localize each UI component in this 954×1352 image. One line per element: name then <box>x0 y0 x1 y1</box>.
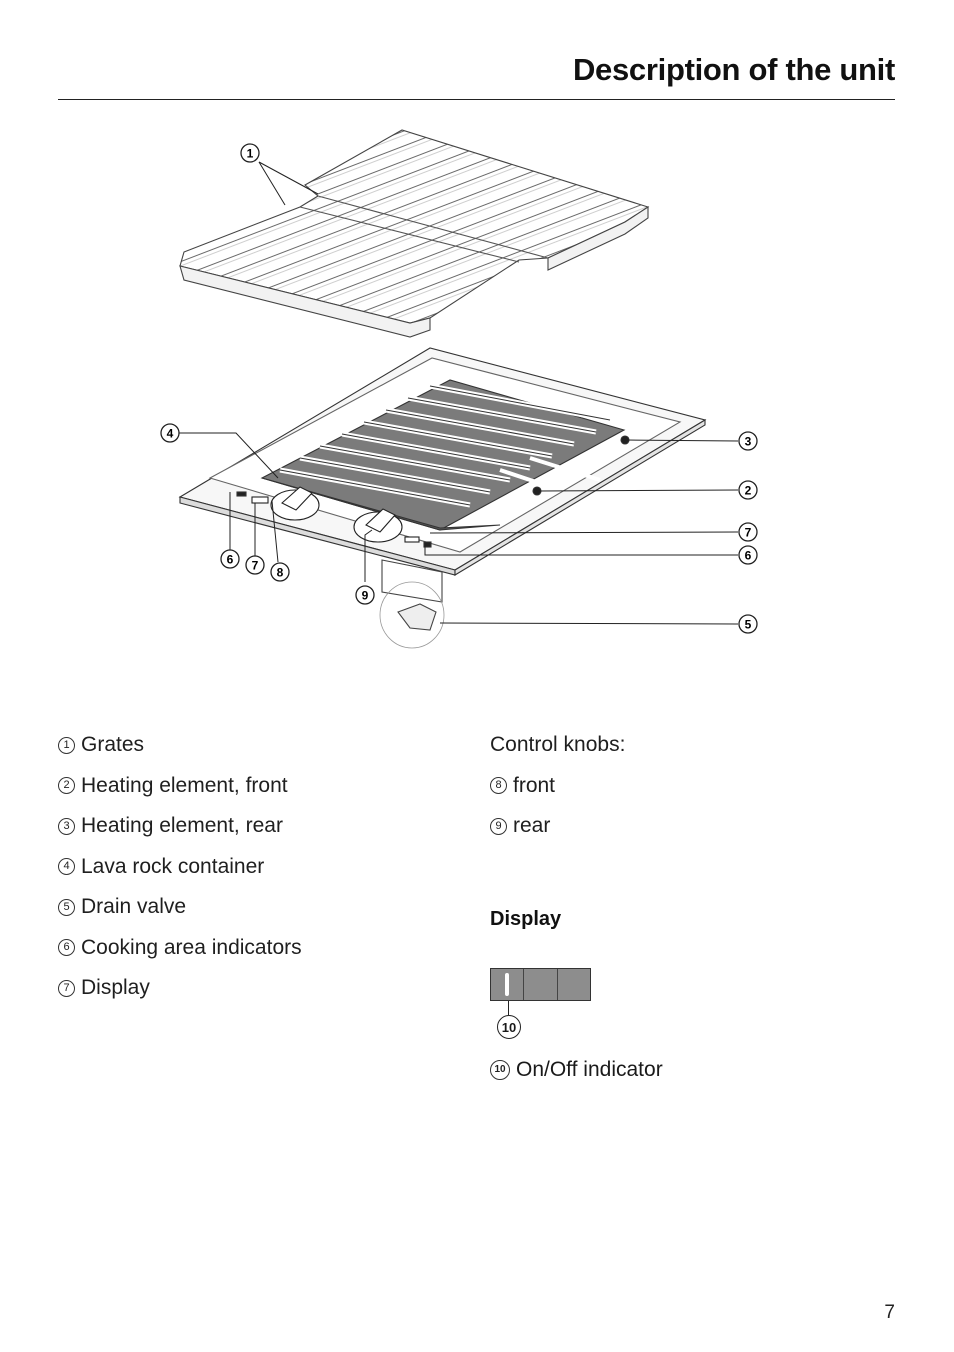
legend-item-on-off <box>490 1050 663 1090</box>
legend-label: Display <box>81 976 150 999</box>
svg-text:1: 1 <box>246 146 254 161</box>
svg-text:5: 5 <box>744 617 752 632</box>
svg-text:9: 9 <box>361 588 369 603</box>
page-number: 7 <box>884 1302 895 1323</box>
legend-left <box>58 725 302 1009</box>
legend-label: Heating element, rear <box>81 814 283 837</box>
legend-number: 10 <box>490 1060 510 1080</box>
display-segment-2 <box>524 969 557 1000</box>
display-heading: Display <box>490 908 562 930</box>
legend-number: 2 <box>58 777 75 794</box>
legend-item-knob-rear <box>490 806 625 847</box>
callout-4 <box>161 424 179 442</box>
legend-item-lava-rock <box>58 847 302 888</box>
callout-5 <box>739 615 757 633</box>
legend-item-drain-valve <box>58 887 302 928</box>
display-callout-leader <box>508 1001 509 1015</box>
base-pan-drawing <box>180 348 705 648</box>
legend-label: front <box>513 773 556 797</box>
legend-label: rear <box>513 814 551 837</box>
svg-text:6: 6 <box>226 552 234 567</box>
legend-label: Grates <box>81 733 145 756</box>
legend-number: 9 <box>490 818 507 835</box>
svg-text:8: 8 <box>276 565 284 580</box>
display-segment-3 <box>558 969 590 1000</box>
svg-text:4: 4 <box>166 426 174 441</box>
legend-number: 8 <box>490 777 507 794</box>
display-callout-10: 10 <box>497 1015 521 1039</box>
page-title: Description of the unit <box>572 52 895 87</box>
callout-2 <box>739 481 757 499</box>
legend-item-display <box>58 968 302 1009</box>
legend-label: Heating element, front <box>81 773 288 797</box>
svg-text:6: 6 <box>744 548 752 563</box>
legend-item-heating-front <box>58 766 302 807</box>
title-rule <box>58 99 895 100</box>
legend-number: 6 <box>58 939 75 956</box>
svg-text:7: 7 <box>744 525 752 540</box>
callout-6-left <box>221 550 239 568</box>
legend-number: 5 <box>58 899 75 916</box>
control-knobs-heading: Control knobs: <box>490 733 626 756</box>
legend-number: 7 <box>58 980 75 997</box>
callout-6-right <box>739 546 757 564</box>
legend-label: Cooking area indicators <box>81 935 302 959</box>
unit-illustration <box>0 120 954 660</box>
on-off-bar-icon <box>505 973 509 996</box>
display-segment-1 <box>491 969 524 1000</box>
legend-number: 4 <box>58 858 75 875</box>
callout-9 <box>356 586 374 604</box>
callout-1 <box>241 144 259 162</box>
legend-item-heating-rear <box>58 806 302 847</box>
legend-label: Drain valve <box>81 895 187 918</box>
legend-item-grates <box>58 725 302 766</box>
legend-item-knob-front <box>490 766 625 807</box>
svg-text:3: 3 <box>744 434 752 449</box>
legend-item-cooking-indicators <box>58 928 302 969</box>
legend-number: 1 <box>58 737 75 754</box>
svg-text:2: 2 <box>744 483 752 498</box>
callout-8 <box>271 563 289 581</box>
callout-7-right <box>739 523 757 541</box>
legend-number: 3 <box>58 818 75 835</box>
display-illustration <box>490 968 591 1001</box>
legend-label: Lava rock container <box>81 854 265 878</box>
legend-right <box>490 725 625 847</box>
callout-7-left <box>246 556 264 574</box>
svg-text:7: 7 <box>251 558 259 573</box>
callout-3 <box>739 432 757 450</box>
legend-label: On/Off indicator <box>516 1058 663 1081</box>
